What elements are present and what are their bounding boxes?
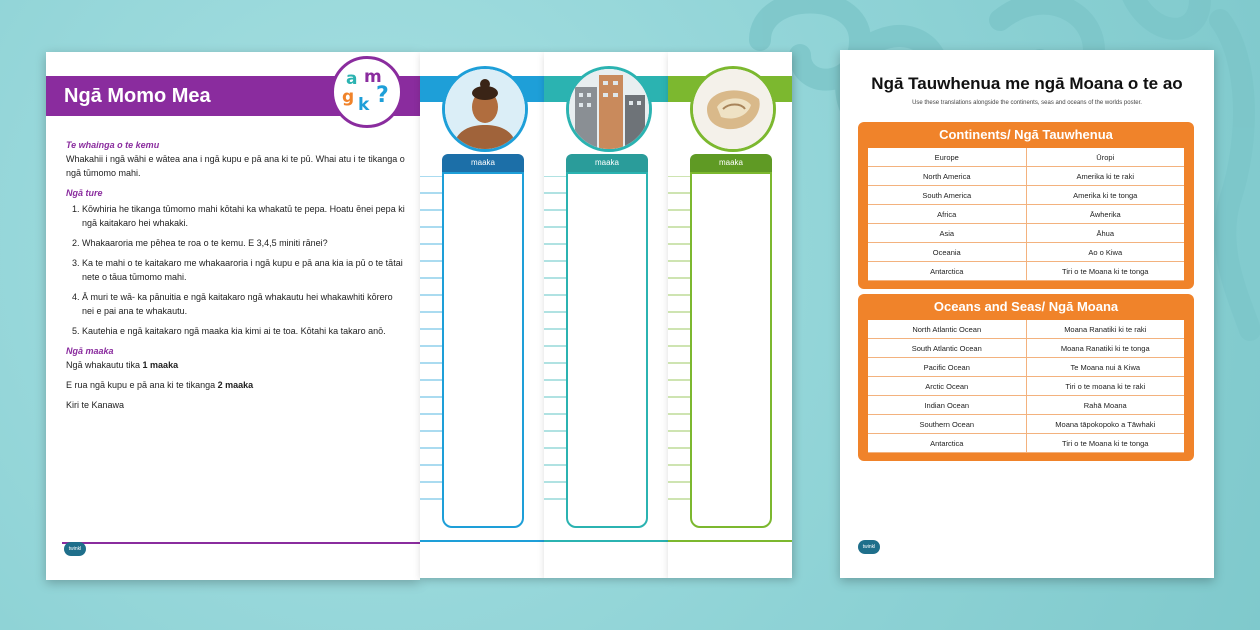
rule-item: 2. Whakaaroria me pēhea te roa o te kemu. E 3,4,5 miniti rānei? <box>82 236 406 250</box>
section-heading-scoring: Ngā maaka <box>66 346 114 356</box>
alphabet-badge <box>331 56 403 128</box>
table-cell: Āhua <box>1026 224 1184 243</box>
table-cell: Africa <box>868 205 1026 224</box>
table-cell: Ao o Kiwa <box>1026 243 1184 262</box>
table-row <box>868 320 1184 339</box>
answer-lines <box>420 176 442 516</box>
activity-title: Ngā Momo Mea <box>64 85 211 107</box>
badge-letter-m: m <box>364 67 382 87</box>
table-cell: Amerika ki te tonga <box>1026 186 1184 205</box>
answer-column <box>566 172 648 528</box>
table-cell: South America <box>868 186 1026 205</box>
buildings-image <box>566 66 652 152</box>
score-column-tab: maaka <box>690 154 772 172</box>
answer-column <box>690 172 772 528</box>
badge-letter-g: g <box>342 87 355 107</box>
answer-column <box>442 172 524 528</box>
rule-item: 4. Ā muri te wā- ka pānuitia e ngā kaitakaro ngā whakautu hei whakawhiti kōrero nei e pai ana te whakautu. <box>82 290 406 318</box>
table-cell: North America <box>868 167 1026 186</box>
table-cell: Ūropi <box>1026 148 1184 167</box>
continents-table <box>868 148 1184 281</box>
footer-line <box>420 540 544 542</box>
score-column-tab: maaka <box>442 154 524 172</box>
table-cell: Āwherika <box>1026 205 1184 224</box>
activity-sheet <box>46 52 420 580</box>
table-row <box>868 415 1184 434</box>
table-cell: Pacific Ocean <box>868 358 1026 377</box>
table-row <box>868 434 1184 453</box>
section-heading-rules: Ngā ture <box>66 188 103 198</box>
table-cell: Antarctica <box>868 262 1026 281</box>
footer-line <box>544 540 668 542</box>
table-cell: Moana Ranatiki ki te tonga <box>1026 339 1184 358</box>
table-cell: Rahā Moana <box>1026 396 1184 415</box>
badge-letter-a: a <box>346 69 358 89</box>
table-cell: Moana Ranatiki ki te raki <box>1026 320 1184 339</box>
table-cell: Indian Ocean <box>868 396 1026 415</box>
score-line-2: E rua ngā kupu e pā ana ki te tikanga 2 maaka <box>66 380 254 390</box>
rules-list <box>66 202 406 338</box>
rule-item: 5. Kautehia e ngā kaitakaro ngā maaka kia kimi ai te toa. Kōtahi ka takaro anō. <box>82 324 406 338</box>
table-row <box>868 186 1184 205</box>
continents-heading: Continents/ Ngā Tauwhenua <box>939 127 1113 142</box>
table-cell: Tiri o te moana ki te raki <box>1026 377 1184 396</box>
sorting-strip-person <box>420 52 544 578</box>
table-cell: Southern Ocean <box>868 415 1026 434</box>
rule-item: 3. Ka te mahi o te kaitakaro me whakaaroria i ngā kupu e pā ana kia ia pū o te tātai nete o tāua tūmomo mahi. <box>82 256 406 284</box>
table-cell: Arctic Ocean <box>868 377 1026 396</box>
poster-subtitle: Use these translations alongside the continents, seas and oceans of the worlds poster. <box>912 100 1142 106</box>
table-cell: Tiri o te Moana ki te tonga <box>1026 434 1184 453</box>
rule-item: 1. Kōwhiria he tikanga tūmomo mahi kōtahi ka whakatū te pepa. Hoatu ēnei pepa ki ngā kaitakaro hei whakaki. <box>82 202 406 230</box>
sorting-strip-shell <box>668 52 792 578</box>
oceans-table <box>868 320 1184 453</box>
goal-text: Whakahii i ngā wāhi e wātea ana i ngā kupu e pā ana ki te pū. Whai atu i te tikanga o ngā tūmomo mahi. <box>66 154 405 178</box>
table-row <box>868 396 1184 415</box>
poster-title: Ngā Tauwhenua me ngā Moana o te ao <box>871 74 1183 93</box>
table-row <box>868 205 1184 224</box>
table-row <box>868 358 1184 377</box>
continents-box <box>858 122 1194 289</box>
score-line-1: Ngā whakautu tika 1 maaka <box>66 360 179 370</box>
table-cell: Te Moana nui ā Kiwa <box>1026 358 1184 377</box>
badge-question-mark: ? <box>376 83 389 108</box>
table-cell: Asia <box>868 224 1026 243</box>
twinkl-logo: twinkl <box>64 542 86 556</box>
activity-body <box>66 134 406 418</box>
person-image <box>442 66 528 152</box>
answer-lines <box>544 176 566 516</box>
translation-poster <box>840 50 1214 578</box>
table-row <box>868 224 1184 243</box>
twinkl-logo: twinkl <box>858 540 880 554</box>
table-cell: South Atlantic Ocean <box>868 339 1026 358</box>
footer-line <box>62 542 420 544</box>
table-row <box>868 148 1184 167</box>
badge-letter-k: k <box>358 95 370 115</box>
shell-image <box>690 66 776 152</box>
closing-name: Kiri te Kanawa <box>66 400 125 410</box>
table-row <box>868 243 1184 262</box>
table-row <box>868 262 1184 281</box>
table-row <box>868 167 1184 186</box>
table-row <box>868 377 1184 396</box>
table-cell: North Atlantic Ocean <box>868 320 1026 339</box>
table-row <box>868 339 1184 358</box>
table-cell: Europe <box>868 148 1026 167</box>
answer-lines <box>668 176 690 516</box>
footer-line <box>668 540 792 542</box>
table-cell: Amerika ki te raki <box>1026 167 1184 186</box>
oceans-heading: Oceans and Seas/ Ngā Moana <box>933 299 1119 314</box>
section-heading-goal: Te whainga o te kemu <box>66 140 160 150</box>
table-cell: Moana tāpokopoko a Tāwhaki <box>1026 415 1184 434</box>
table-cell: Antarctica <box>868 434 1026 453</box>
table-cell: Tiri o te Moana ki te tonga <box>1026 262 1184 281</box>
sorting-strip-buildings <box>544 52 668 578</box>
oceans-box <box>858 294 1194 461</box>
table-cell: Oceania <box>868 243 1026 262</box>
score-column-tab: maaka <box>566 154 648 172</box>
